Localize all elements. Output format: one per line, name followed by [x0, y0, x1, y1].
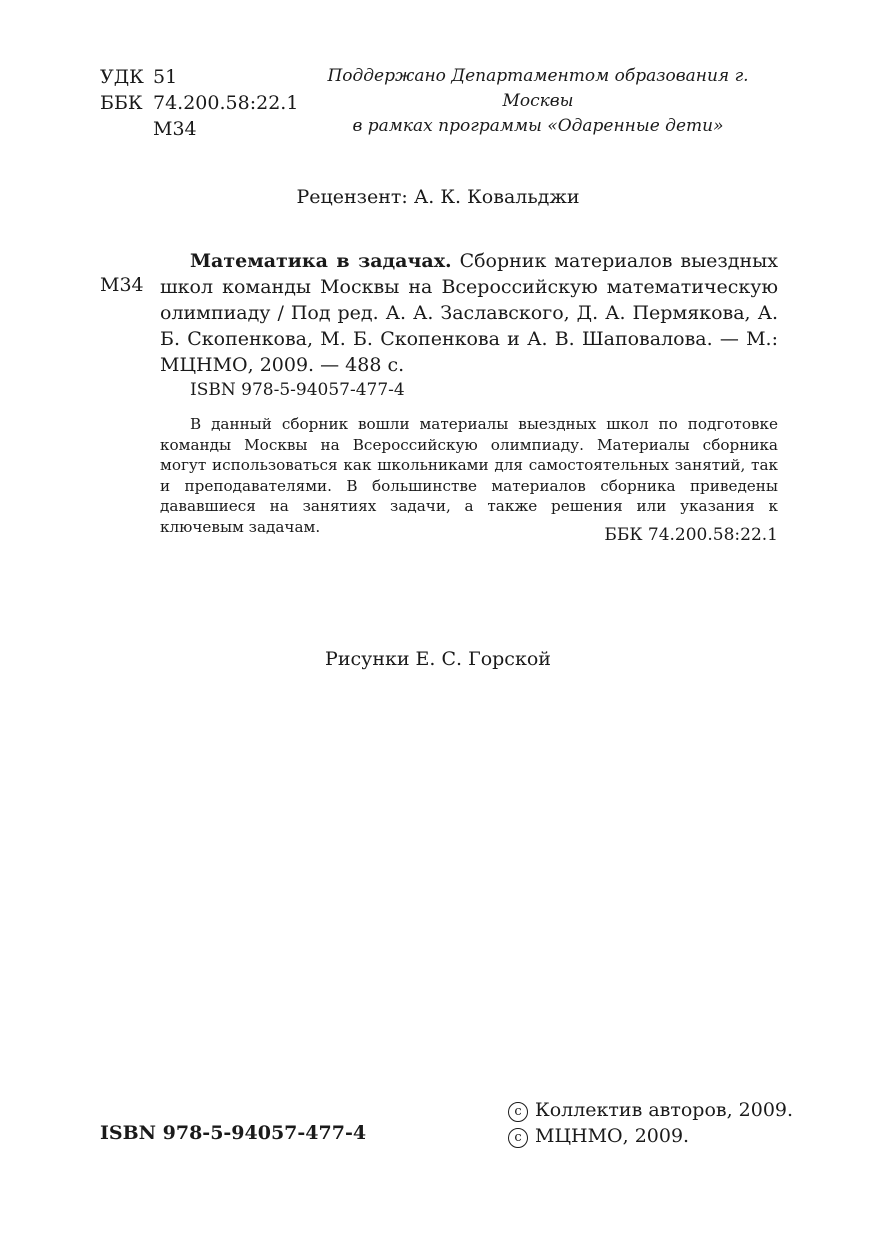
copyrights	[508, 1097, 793, 1149]
bbk-row	[100, 90, 298, 116]
bbk-value: 74.200.58:22.1	[153, 92, 299, 114]
bibliographic-description	[160, 248, 778, 378]
udk-row	[100, 64, 298, 90]
classification-codes	[100, 64, 298, 142]
book-description: Сборник материалов выездных школ команды Москвы на Всероссийскую математическую олимпиаду / Под ред. А. А. Заславского, Д. А. Пермякова, А. Б. Скопенкова, М. Б. Скопенкова и А. В. Шаповалова. — М.: МЦНМО, 2009. — 488 с.	[160, 250, 778, 376]
copyright-publisher-text: МЦНМО, 2009.	[535, 1125, 690, 1147]
copyright-icon: c	[508, 1102, 528, 1122]
isbn-bottom: ISBN 978-5-94057-477-4	[100, 1122, 367, 1144]
author-sign: М34	[153, 118, 197, 140]
copyright-authors	[508, 1097, 793, 1123]
udk-label: УДК	[100, 66, 144, 88]
biblio-isbn: ISBN 978-5-94057-477-4	[190, 380, 405, 400]
support-note-line2: в рамках программы «Одаренные дети»	[352, 116, 724, 136]
illustrations-credit: Рисунки Е. С. Горской	[325, 648, 551, 670]
book-title: Математика в задачах.	[190, 250, 452, 272]
reviewer: Рецензент: А. К. Ковальджи	[296, 186, 580, 208]
copyright-icon: c	[508, 1128, 528, 1148]
copyright-publisher	[508, 1123, 793, 1149]
udk-value: 51	[153, 66, 178, 88]
annotation: В данный сборник вошли материалы выездных школ по подготовке команды Москвы на Всероссийскую олимпиаду. Материалы сборника могут использоваться как школьниками для самостоятельных занятий, так и преподавателями. В большинстве материалов сборника приведены дававшиеся на занятиях задачи, а также решения или указания к ключевым задачам.	[160, 415, 778, 536]
copyright-authors-text: Коллектив авторов, 2009.	[535, 1099, 794, 1121]
bbk-label: ББК	[100, 92, 143, 114]
biblio-author-mark: М34	[100, 274, 144, 296]
bbk-bottom: ББК 74.200.58:22.1	[604, 525, 778, 545]
support-note-line1: Поддержано Департаментом образования г. Москвы	[327, 66, 749, 111]
support-note	[298, 64, 778, 139]
